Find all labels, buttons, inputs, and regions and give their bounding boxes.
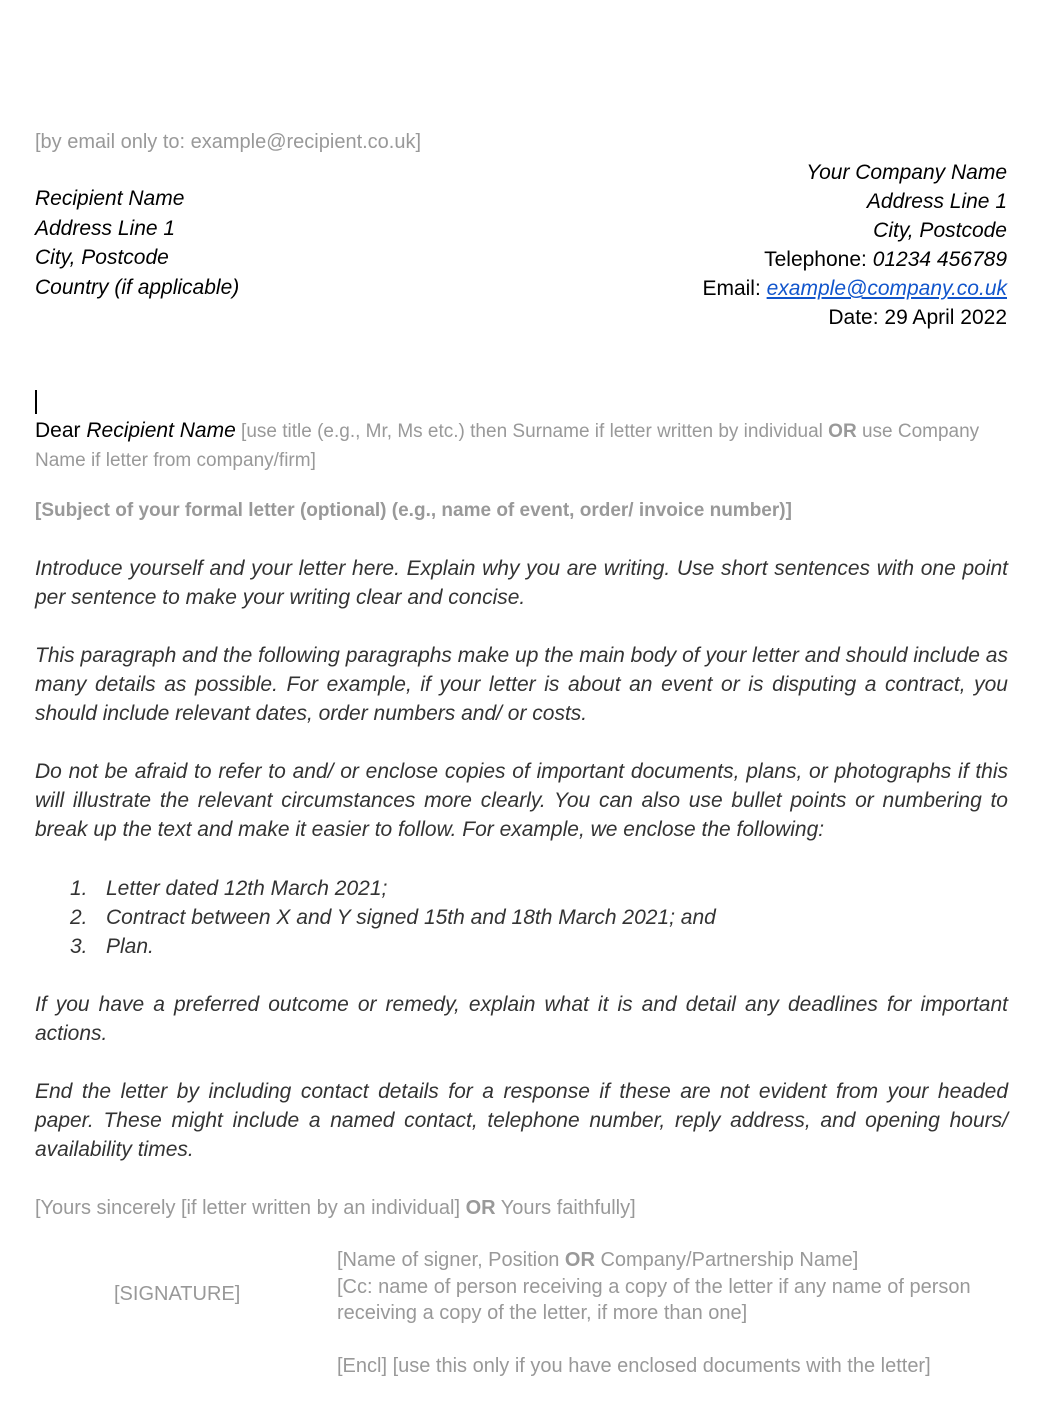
- sign-off: [Yours sincerely [if letter written by an individual] OR Yours faithfully]: [35, 1197, 636, 1219]
- signer-block: [337, 1247, 1017, 1379]
- recipient-country: Country (if applicable): [35, 275, 240, 299]
- body-paragraph-contact: End the letter by including contact details for a response if these are not evident from your headed paper. These might include a named contact, telephone number, reply address, and opening hours/ availability times.: [35, 1080, 1008, 1161]
- body-paragraph-enclosures: Do not be afraid to refer to and/ or enclose copies of important documents, plans, or photographs if this will illustrate the relevant circumstances more clearly. You can also use bullet points or numbering to break up the text and make it easier to follow. For example, we enclose the following:: [35, 760, 1008, 841]
- salutation: [35, 417, 1010, 475]
- salutation-recipient-name: Recipient Name: [86, 419, 236, 442]
- body-paragraph-intro: Introduce yourself and your letter here. Explain why you are writing. Use short sentences with one point per sentence to make your writing clear and concise.: [35, 557, 1008, 609]
- signature-placeholder: [SIGNATURE]: [114, 1283, 241, 1305]
- sender-address-block: [702, 158, 1007, 332]
- enclosure-list: [70, 874, 716, 961]
- email-link[interactable]: example@company.co.uk: [766, 277, 1007, 300]
- letter-date: Date: 29 April 2022: [828, 306, 1007, 329]
- enclosure-line: [Encl] [use this only if you have enclosed documents with the letter]: [337, 1354, 931, 1377]
- body-paragraph-details: This paragraph and the following paragraphs make up the main body of your letter and should include as many details as possible. For example, if your letter is about an event or is disputing a contract, you should include relevant dates, order numbers and/ or costs.: [35, 644, 1008, 725]
- body-paragraph-outcome: If you have a preferred outcome or remedy, explain what it is and detail any deadlines for important actions.: [35, 993, 1008, 1045]
- sender-city-postcode: City, Postcode: [873, 219, 1007, 242]
- sender-address-line-1: Address Line 1: [866, 190, 1007, 213]
- letter-subject: [Subject of your formal letter (optional) (e.g., name of event, order/ invoice number)]: [35, 500, 792, 521]
- email-label: Email:: [702, 277, 767, 300]
- text-cursor: [35, 390, 37, 414]
- recipient-address-block: [35, 184, 239, 302]
- telephone-label: Telephone:: [764, 248, 873, 271]
- salutation-hint: [use title (e.g., Mr, Ms etc.) then Surname if letter written by individual OR use Company Name if letter from company/firm]: [35, 421, 980, 471]
- telephone-value: 01234 456789: [872, 248, 1007, 271]
- salutation-dear: Dear: [35, 419, 87, 442]
- signer-name: [Name of signer, Position OR Company/Partnership Name]: [337, 1249, 859, 1271]
- recipient-city-postcode: City, Postcode: [35, 246, 169, 269]
- sender-telephone: [702, 245, 1007, 274]
- spacer: [337, 1327, 1017, 1353]
- sender-company-name: Your Company Name: [806, 161, 1007, 184]
- recipient-name: Recipient Name: [35, 187, 185, 210]
- list-item: 3. Plan.: [70, 935, 154, 958]
- cc-line: [Cc: name of person receiving a copy of the letter if any name of person receiving a copy of the letter, if more than one]: [337, 1275, 971, 1324]
- list-item: 1. Letter dated 12th March 2021;: [70, 877, 388, 900]
- by-email-note: [by email only to: example@recipient.co.uk]: [35, 131, 422, 153]
- sender-email: [702, 274, 1007, 303]
- recipient-address-line-1: Address Line 1: [35, 216, 176, 240]
- list-item: 2. Contract between X and Y signed 15th and 18th March 2021; and: [70, 906, 716, 929]
